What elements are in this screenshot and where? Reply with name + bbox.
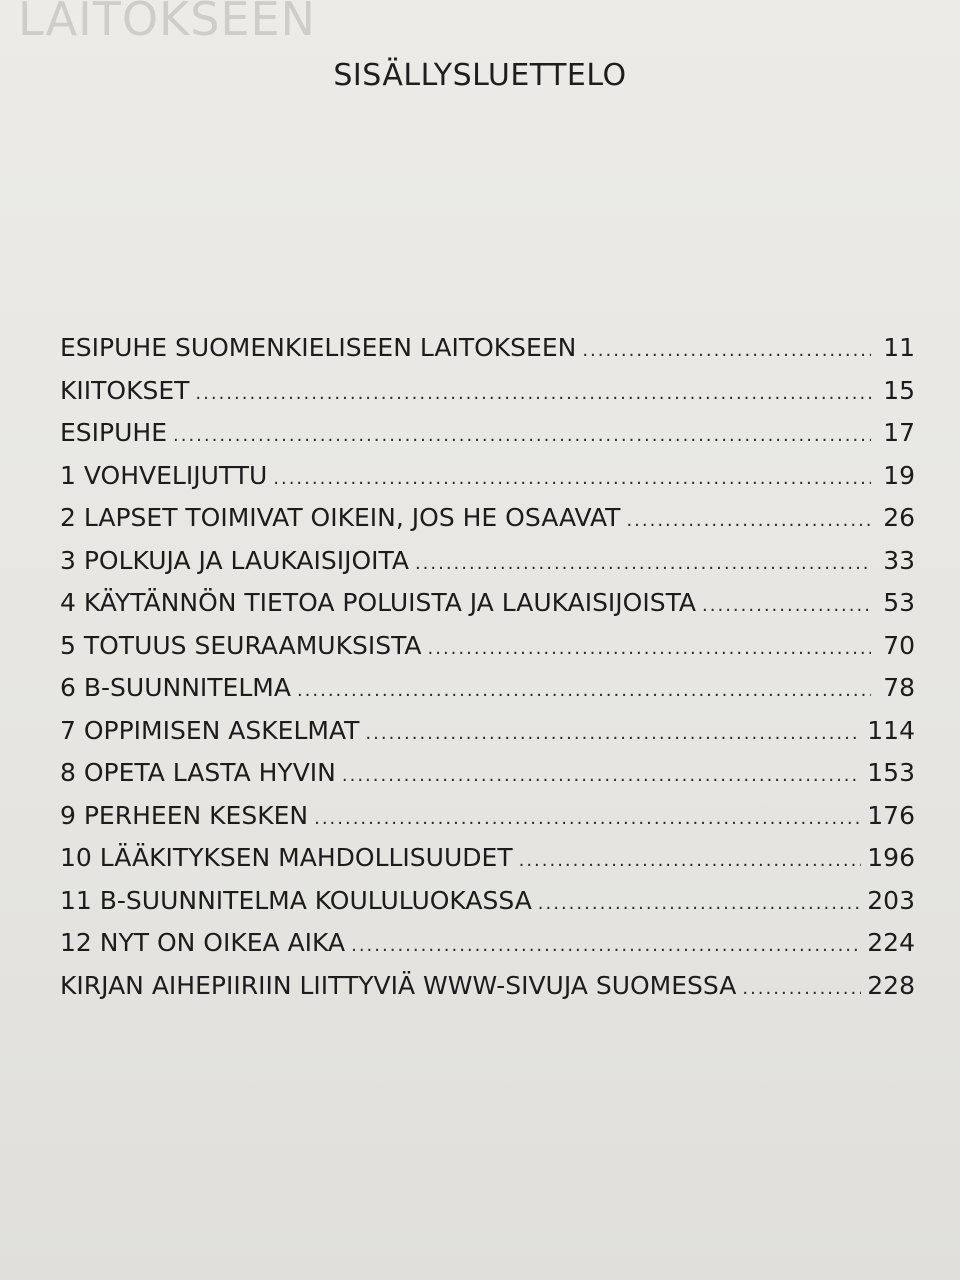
toc-entry [60, 631, 915, 674]
dot-leader [538, 893, 861, 914]
toc-entry [60, 716, 915, 759]
toc-entry-page: 17 [883, 418, 915, 447]
toc-title: SISÄLLYSLUETTELO [333, 58, 627, 93]
dot-leader [626, 510, 871, 531]
toc-entry-label: 1 VOHVELIJUTTU [60, 460, 268, 490]
show-through-heading: LAITOKSEEN [18, 0, 316, 46]
toc-entry-page: 19 [883, 460, 915, 490]
toc-entry [60, 418, 915, 461]
dot-leader [351, 935, 861, 956]
dot-leader [273, 468, 871, 489]
toc-entry [60, 503, 915, 546]
dot-leader [582, 340, 871, 361]
toc-entry-page: 70 [883, 630, 915, 660]
dot-leader [314, 808, 861, 829]
toc-entry [60, 546, 915, 589]
toc-entry-label: 5 TOTUUS SEURAAMUKSISTA [60, 630, 422, 660]
toc-entry-label: 8 OPETA LASTA HYVIN [60, 758, 336, 787]
dot-leader [428, 638, 871, 659]
toc-entry-label: 6 B-SUUNNITELMA [60, 673, 291, 702]
dot-leader [415, 553, 871, 574]
toc-entry [60, 801, 915, 844]
dot-leader [365, 723, 861, 744]
toc-entry [60, 333, 915, 376]
toc-entry-label: 11 B-SUUNNITELMA KOULULUOKASSA [60, 885, 532, 915]
toc-entry-label: 3 POLKUJA JA LAUKAISIJOITA [60, 545, 409, 575]
toc-entry-label: 10 LÄÄKITYKSEN MAHDOLLISUUDET [60, 843, 513, 872]
toc-entry [60, 886, 915, 929]
dot-leader [702, 595, 871, 616]
toc-entry-page: 114 [867, 715, 915, 745]
toc-entry-page: 228 [867, 970, 915, 1000]
toc-entry-page: 53 [883, 588, 915, 617]
toc-entry [60, 461, 915, 504]
toc-entry [60, 376, 915, 419]
dot-leader [173, 425, 871, 446]
toc-entry-page: 224 [867, 928, 915, 957]
toc-entry-label: ESIPUHE [60, 418, 168, 447]
dot-leader [742, 978, 861, 999]
toc-entry-label: KIITOKSET [60, 375, 190, 405]
dot-leader [195, 383, 871, 404]
dot-leader [342, 765, 861, 786]
toc-entry-page: 196 [867, 843, 915, 872]
toc-entry [60, 758, 915, 801]
toc-entry-page: 33 [883, 545, 915, 575]
toc-entry-page: 15 [883, 375, 915, 405]
toc-entry-page: 11 [883, 333, 915, 362]
toc-entry-label: 7 OPPIMISEN ASKELMAT [60, 715, 360, 745]
toc-entry-page: 153 [867, 758, 915, 787]
toc-entry-page: 176 [867, 800, 915, 830]
toc-entry-label: ESIPUHE SUOMENKIELISEEN LAITOKSEEN [60, 333, 577, 362]
toc-entry-label: 2 LAPSET TOIMIVAT OIKEIN, JOS HE OSAAVAT [60, 503, 621, 532]
dot-leader [519, 850, 862, 871]
toc-entry-label: KIRJAN AIHEPIIRIIN LIITTYVIÄ WWW-SIVUJA SUOMESSA [60, 970, 737, 1000]
toc-entry-page: 203 [867, 885, 915, 915]
toc-entry-label: 12 NYT ON OIKEA AIKA [60, 928, 346, 957]
dot-leader [297, 680, 871, 701]
toc-entry [60, 588, 915, 631]
toc-entry [60, 843, 915, 886]
toc-entry-label: 9 PERHEEN KESKEN [60, 800, 309, 830]
toc-entry-page: 26 [883, 503, 915, 532]
toc-entry [60, 971, 915, 1014]
toc-entry-label: 4 KÄYTÄNNÖN TIETOA POLUISTA JA LAUKAISIJOISTA [60, 588, 697, 617]
table-of-contents [60, 333, 915, 1013]
toc-entry [60, 928, 915, 971]
toc-entry [60, 673, 915, 716]
toc-entry-page: 78 [883, 673, 915, 702]
